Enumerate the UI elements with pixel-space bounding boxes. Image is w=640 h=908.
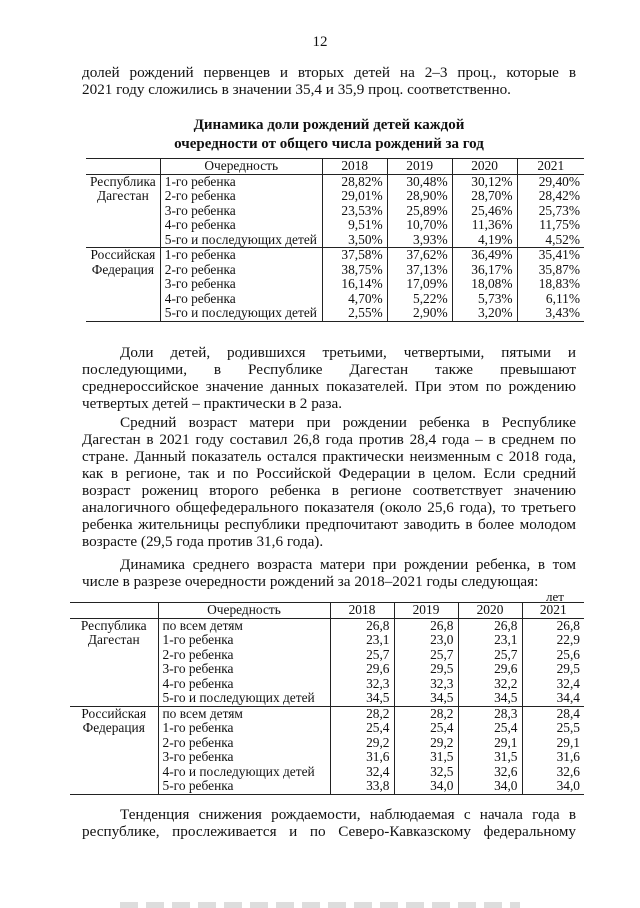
- order-cell: 2-го ребенка: [160, 189, 322, 204]
- order-cell: 2-го ребенка: [158, 736, 330, 751]
- order-cell: 4-го ребенка: [158, 677, 330, 692]
- value-cell: 33,8: [330, 779, 394, 794]
- value-cell: 30,48%: [387, 174, 452, 189]
- value-cell: 34,5: [330, 691, 394, 706]
- value-cell: 36,17%: [452, 263, 517, 278]
- order-cell: 3-го ребенка: [160, 277, 322, 292]
- value-cell: 3,20%: [452, 306, 517, 321]
- value-cell: 28,90%: [387, 189, 452, 204]
- region-name-line: Республика: [80, 617, 147, 633]
- value-cell: 28,2: [330, 706, 394, 721]
- value-cell: 28,3: [458, 706, 522, 721]
- value-cell: 29,2: [330, 736, 394, 751]
- value-cell: 32,4: [556, 675, 580, 691]
- region-cell: [70, 706, 158, 794]
- order-cell: 1-го ребенка: [158, 721, 330, 736]
- value-cell: 25,4: [458, 721, 522, 736]
- value-cell: 26,8: [394, 618, 458, 633]
- value-cell: 36,49%: [452, 248, 517, 263]
- value-cell: 28,70%: [452, 189, 517, 204]
- table-row: [86, 306, 584, 321]
- order-cell: 3-го ребенка: [160, 204, 322, 219]
- table-row: [70, 706, 584, 721]
- unit-label: лет: [546, 589, 564, 604]
- header-2020: 2020: [458, 603, 522, 619]
- value-cell: 25,7: [458, 648, 522, 663]
- header-2021: 2021: [522, 603, 584, 619]
- value-cell: 25,7: [330, 648, 394, 663]
- value-cell: 31,5: [394, 750, 458, 765]
- value-cell: 30,12%: [452, 174, 517, 189]
- text-line: 2021 году сложились в значении 35,4 и 35,9 проц. соответственно.: [82, 81, 511, 98]
- region-cell: [70, 618, 158, 706]
- table-row: [86, 233, 584, 248]
- order-cell: 1-го ребенка: [160, 174, 322, 189]
- text-line: Средний возраст матери при рождении ребенка в Республике: [120, 414, 576, 431]
- order-cell: по всем детям: [158, 618, 330, 633]
- value-cell: 32,6: [556, 763, 580, 779]
- value-cell: 32,6: [458, 765, 522, 780]
- value-cell: 35,87%: [538, 261, 580, 277]
- order-cell: 4-го и последующих детей: [158, 765, 330, 780]
- table-row: [86, 277, 584, 292]
- value-cell: 2,55%: [322, 306, 387, 321]
- text-line: как в регионе, так и по Российской Федерации в целом. Если средний: [82, 465, 576, 482]
- order-cell: 5-го ребенка: [158, 779, 330, 794]
- order-cell: 5-го и последующих детей: [158, 691, 330, 706]
- value-cell: 4,19%: [452, 233, 517, 248]
- value-cell: 28,2: [394, 706, 458, 721]
- region-name-line: Федерация: [82, 720, 145, 735]
- value-cell: 23,1: [458, 633, 522, 648]
- text-line: возраст рожениц второго ребенка в регионе соответствует значению: [82, 482, 576, 499]
- value-cell: 4,70%: [322, 292, 387, 307]
- value-cell: 11,75%: [539, 217, 580, 232]
- value-cell: 32,2: [458, 677, 522, 692]
- value-cell: 29,1: [556, 734, 580, 750]
- order-cell: 2-го ребенка: [158, 648, 330, 663]
- value-cell: 25,89%: [387, 204, 452, 219]
- value-cell: 26,8: [556, 617, 580, 633]
- region-name-line: Дагестан: [97, 188, 149, 203]
- value-cell: 26,8: [330, 618, 394, 633]
- order-cell: 3-го ребенка: [158, 662, 330, 677]
- header-empty: [86, 159, 160, 175]
- value-cell: 34,0: [522, 779, 584, 794]
- table-row: [86, 174, 584, 189]
- region-name-line: Российская: [81, 705, 147, 721]
- order-cell: 1-го ребенка: [160, 248, 322, 263]
- caption-line: Динамика доли рождений детей каждой: [193, 117, 465, 133]
- value-cell: 34,0: [458, 779, 522, 794]
- value-cell: 5,22%: [387, 292, 452, 307]
- value-cell: 25,4: [330, 721, 394, 736]
- text-line: Тенденция снижения рождаемости, наблюдаемая с начала года в: [120, 806, 576, 823]
- value-cell: 3,50%: [322, 233, 387, 248]
- value-cell: 29,6: [330, 662, 394, 677]
- region-name-line: Дагестан: [87, 632, 140, 647]
- value-cell: 32,5: [394, 765, 458, 780]
- value-cell: 37,58%: [322, 248, 387, 263]
- region-cell: [86, 248, 160, 322]
- caption-line: очередности от общего числа рождений за год: [174, 136, 484, 152]
- value-cell: 2,90%: [387, 306, 452, 321]
- value-cell: 28,4: [556, 705, 580, 721]
- header-2021: 2021: [517, 159, 584, 175]
- value-cell: 29,01%: [322, 189, 387, 204]
- value-cell: 37,62%: [387, 248, 452, 263]
- value-cell: 29,40%: [538, 173, 580, 189]
- region-name-line: Российская: [90, 247, 156, 262]
- value-cell: 38,75%: [322, 263, 387, 278]
- value-cell: 25,46%: [452, 204, 517, 219]
- value-cell: 28,82%: [322, 174, 387, 189]
- header-2019: 2019: [394, 603, 458, 619]
- text-line: долей рождений первенцев и вторых детей на 2–3 проц., которые в: [82, 64, 576, 81]
- text-line: Динамика среднего возраста матери при рождении ребенка, в том: [120, 556, 576, 573]
- table-row: [86, 263, 584, 278]
- order-cell: по всем детям: [158, 706, 330, 721]
- value-cell: 3,93%: [387, 233, 452, 248]
- value-cell: 23,0: [394, 633, 458, 648]
- order-cell: 4-го ребенка: [160, 218, 322, 233]
- text-line: последующими, в Республике Дагестан также превышают: [82, 361, 576, 378]
- value-cell: 29,5: [394, 662, 458, 677]
- value-cell: 25,4: [394, 721, 458, 736]
- order-cell: 2-го ребенка: [160, 263, 322, 278]
- region-name-line: Федерация: [91, 261, 154, 277]
- value-cell: 23,53%: [322, 204, 387, 219]
- value-cell: 31,5: [458, 750, 522, 765]
- value-cell: 31,6: [556, 749, 580, 764]
- value-cell: 28,42%: [538, 188, 580, 203]
- header-empty: [70, 603, 158, 619]
- header-2019: 2019: [387, 159, 452, 175]
- header-order: Очередность: [158, 603, 330, 619]
- value-cell: 25,6: [556, 646, 580, 662]
- value-cell: 17,09%: [387, 277, 452, 292]
- header-2018: 2018: [330, 603, 394, 619]
- table-row: [86, 204, 584, 219]
- text-line: стране. Данный показатель остался практически неизменным с 2018 года,: [82, 448, 576, 465]
- paragraph-4: [82, 556, 576, 590]
- value-cell: 25,73%: [538, 202, 580, 218]
- paragraph-2: [82, 344, 576, 412]
- value-cell: 32,4: [330, 765, 394, 780]
- order-cell: 4-го ребенка: [160, 292, 322, 307]
- value-cell: 34,5: [458, 691, 522, 706]
- value-cell: 11,36%: [452, 218, 517, 233]
- value-cell: 32,3: [330, 677, 394, 692]
- text-line: аналогичного общефедерального показателя (около 25,6 года), то третьего: [82, 499, 576, 516]
- text-line: четвертых детей – практически в 2 раза.: [82, 395, 343, 412]
- value-cell: 5,73%: [452, 292, 517, 307]
- birth-share-table: [86, 158, 584, 322]
- value-cell: 18,08%: [452, 277, 517, 292]
- value-cell: 35,41%: [538, 247, 580, 262]
- value-cell: 25,5: [556, 720, 580, 735]
- paragraph-5: [82, 806, 576, 840]
- value-cell: 10,70%: [387, 218, 452, 233]
- value-cell: 29,2: [394, 736, 458, 751]
- text-line: республике, прослеживается и по Северо-Кавказскому федеральному: [82, 823, 576, 840]
- order-cell: 5-го и последующих детей: [160, 233, 322, 248]
- paragraph-3: [82, 414, 576, 550]
- value-cell: 16,14%: [322, 277, 387, 292]
- text-line: Дагестан в 2021 году составил 26,8 года против 28,4 года – в среднем по: [82, 431, 576, 448]
- table-row: [86, 248, 584, 263]
- value-cell: 25,7: [394, 648, 458, 663]
- table-row: [86, 292, 584, 307]
- table-row: [86, 189, 584, 204]
- table1-caption: [82, 116, 576, 154]
- value-cell: 9,51%: [322, 218, 387, 233]
- value-cell: 34,0: [394, 779, 458, 794]
- value-cell: 18,83%: [538, 276, 580, 291]
- value-cell: 34,5: [394, 691, 458, 706]
- header-2018: 2018: [322, 159, 387, 175]
- table-row: [86, 218, 584, 233]
- value-cell: 4,52%: [517, 233, 584, 248]
- order-cell: 5-го и последующих детей: [160, 306, 322, 321]
- value-cell: 3,43%: [517, 306, 584, 321]
- value-cell: 32,3: [394, 677, 458, 692]
- header-order: Очередность: [160, 159, 322, 175]
- value-cell: 29,6: [458, 662, 522, 677]
- value-cell: 29,1: [458, 736, 522, 751]
- value-cell: 29,5: [556, 661, 580, 676]
- region-name-line: Республика: [90, 173, 156, 189]
- value-cell: 22,9: [556, 632, 580, 647]
- table-row: [70, 618, 584, 633]
- scan-artifact: [120, 902, 520, 908]
- value-cell: 37,13%: [387, 263, 452, 278]
- text-line: числе в разрезе очередности рождений за 2018–2021 годы следующая:: [82, 573, 539, 590]
- order-cell: 1-го ребенка: [158, 633, 330, 648]
- value-cell: 31,6: [330, 750, 394, 765]
- intro-paragraph: [82, 64, 576, 98]
- order-cell: 3-го ребенка: [158, 750, 330, 765]
- page-number: 12: [312, 34, 328, 50]
- header-2020: 2020: [452, 159, 517, 175]
- text-line: возрасте (29,5 года против 31,6 года).: [82, 533, 324, 550]
- value-cell: 23,1: [330, 633, 394, 648]
- region-cell: [86, 174, 160, 248]
- text-line: Доли детей, родившихся третьими, четвертыми, пятыми и: [120, 344, 576, 361]
- text-line: среднероссийское значение данных показателей. При этом по рождению: [82, 378, 576, 395]
- value-cell: 6,11%: [545, 290, 580, 306]
- value-cell: 34,4: [522, 691, 584, 706]
- text-line: ребенка жительницы республики предпочитают заводить в более молодом: [82, 516, 576, 533]
- value-cell: 26,8: [458, 618, 522, 633]
- mother-age-table: [70, 602, 584, 795]
